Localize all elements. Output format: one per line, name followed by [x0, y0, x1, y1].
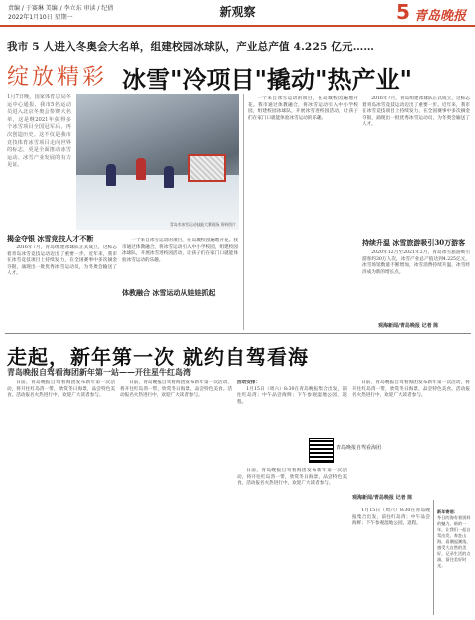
- body-col1: [7, 245, 117, 329]
- sidebar-divider: [433, 500, 434, 615]
- body-text: 日前，青岛晚报自驾看海团发布新年第一次活动，将开往红岛湾一带，欣赏冬日海景，品尝特色美食。活动报名火热进行中，欢迎广大读者参与。: [237, 468, 347, 486]
- story2-col2: [120, 380, 232, 614]
- qr-caption: 青岛晚报自驾看海团: [336, 445, 382, 451]
- section-divider: [5, 333, 471, 334]
- schedule-title: 活动安排：: [237, 380, 260, 385]
- body-text: 日前，青岛晚报自驾看海团发布新年第一次活动，将开往红岛湾一带，欣赏冬日海景，品尝特色美食。活动报名火热进行中，欢迎广大读者参与。: [120, 380, 232, 398]
- story2-col6: [352, 508, 430, 614]
- body-col5: [362, 250, 470, 320]
- player-figure: [164, 166, 174, 188]
- issue-date: 2022年1月10日 星期一: [8, 14, 73, 21]
- player-figure: [106, 164, 116, 186]
- body-col2a: [122, 238, 238, 284]
- subhead-col2: 体教融合 冰雪运动从娃娃抓起: [122, 288, 216, 297]
- story2-col3: [237, 380, 347, 432]
- sidebar-text: [437, 509, 473, 614]
- body-text: 2016年7月，青岛组建冰球队正式成立，这标志着青岛冰雪竞技运动迈出了重要一步。近年来，我市在冰雪竞技项目上持续发力，在全国赛事中多次摘金夺银，涌现出一批优秀冰雪运动员，为冬奥会输送了人才。: [7, 245, 117, 276]
- newspaper-logo: 青岛晚报: [414, 9, 467, 24]
- body-text: 2016年7月，青岛组建冰球队正式成立，这标志着青岛冰雪竞技运动迈出了重要一步。近年来，我市在冰雪竞技项目上持续发力，在全国赛事中多次摘金夺银，涌现出一批优秀冰雪运动员，为冬奥会输送了人才。: [362, 96, 470, 127]
- story-kicker: 我市 5 人进入冬奥会大名单，组建校园冰球队，产业总产值 4.225 亿元……: [7, 41, 375, 53]
- subhead-col1: 揭金夺银 冰雪竞技人才不断: [7, 234, 94, 243]
- body-text: 一个来自冰雪运动的项目，在岛城校园遍地开花。我市通过体教融合，将冰雪运动引入中小学校园，组建校园冰球队，开展冰雪进校园活动，让孩子们在家门口就能体验冰雪运动的乐趣。: [122, 238, 238, 263]
- subhead-col3: 持续升温 冰雪旅游吸引30万游客: [362, 238, 466, 247]
- column-divider: [243, 94, 244, 330]
- sidebar-title: 新年寄语：: [437, 509, 458, 514]
- sidebar-body: 冬日的海有着别样的魅力。新的一年，让我们一起自驾出发，奔赴山海，看潮起潮落，感受大自然的美好，记录生活的点滴，留住美好时光。: [437, 515, 471, 568]
- body-col3: [248, 96, 358, 228]
- story2-headline: 走起，新年第一次 就约自驾看海: [7, 345, 309, 369]
- section-title: 新观察: [219, 5, 256, 19]
- photo-caption: 青岛市冰雪运动技能大赛现场 资料图片: [170, 222, 236, 227]
- body-text: 1月15日（周六）8:30在青岛晚报集合出发，前往红岛湾；中午品尝海鲜；下午参观湿地公园，返程。: [352, 508, 430, 526]
- masthead: [0, 0, 475, 24]
- page-number: 5: [396, 0, 410, 24]
- qr-code[interactable]: [309, 438, 334, 463]
- story2-col5: [352, 380, 470, 492]
- hockey-net: [188, 154, 226, 182]
- player-figure: [136, 158, 146, 180]
- headline-left: 绽放精彩: [7, 65, 108, 90]
- headline-main: 冰雪"冷项目"撬动"热产业": [122, 65, 413, 94]
- story2-col4: [237, 468, 347, 614]
- lead-paragraph: 1月7日晚，国家体育总局冬运中心通报，我市5名运动员进入北京冬奥会参赛大名单，这是继2021年获得多个冰雪项目全国冠军后，再次创造历史。这不仅是我市竞技体育冰雪项目走向世界的标志，更是全面推动冰雪运动、冰雪产业发展的有力见证。: [7, 94, 71, 169]
- hockey-photo: [76, 94, 239, 230]
- editor-credits: 责编 / 于赛琳 美编 / 李立东 审读 / 纪倩: [8, 5, 114, 12]
- byline: 观海新闻/青岛晚报 记者 陈: [378, 323, 439, 329]
- story2-subhead: 青岛晚报自驾看海团新年第一站——开往星牛红岛湾: [7, 367, 191, 377]
- story2-col1: [7, 380, 115, 614]
- body-text: 一个来自冰雪运动的项目，在岛城校园遍地开花。我市通过体教融合，将冰雪运动引入中小学校园，组建校园冰球队，开展冰雪进校园活动，让孩子们在家门口就能体验冰雪运动的乐趣。: [248, 96, 358, 121]
- body-col4: [362, 96, 470, 228]
- schedule-text: 1月15日（周六）8:30在青岛晚报集合出发，前往红岛湾；中午品尝海鲜；下午参观湿地公园，返程。: [237, 386, 347, 405]
- body-text: 日前，青岛晚报自驾看海团发布新年第一次活动，将开往红岛湾一带，欣赏冬日海景，品尝特色美食。活动报名火热进行中，欢迎广大读者参与。: [7, 380, 115, 398]
- body-text: 日前，青岛晚报自驾看海团发布新年第一次活动，将开往红岛湾一带，欣赏冬日海景，品尝特色美食。活动报名火热进行中，欢迎广大读者参与。: [352, 380, 470, 398]
- story2-byline: 观海新闻/青岛晚报 记者 陈: [352, 495, 413, 501]
- body-text: 2020年12月至2021年2月，青岛冰雪旅游吸引游客约30万人次，冰雪产业总产值达到4.225亿元，冰雪场馆数量不断增加，冰雪消费持续升温，冰雪经济成为新的增长点。: [362, 250, 470, 275]
- header-rule: [0, 25, 475, 27]
